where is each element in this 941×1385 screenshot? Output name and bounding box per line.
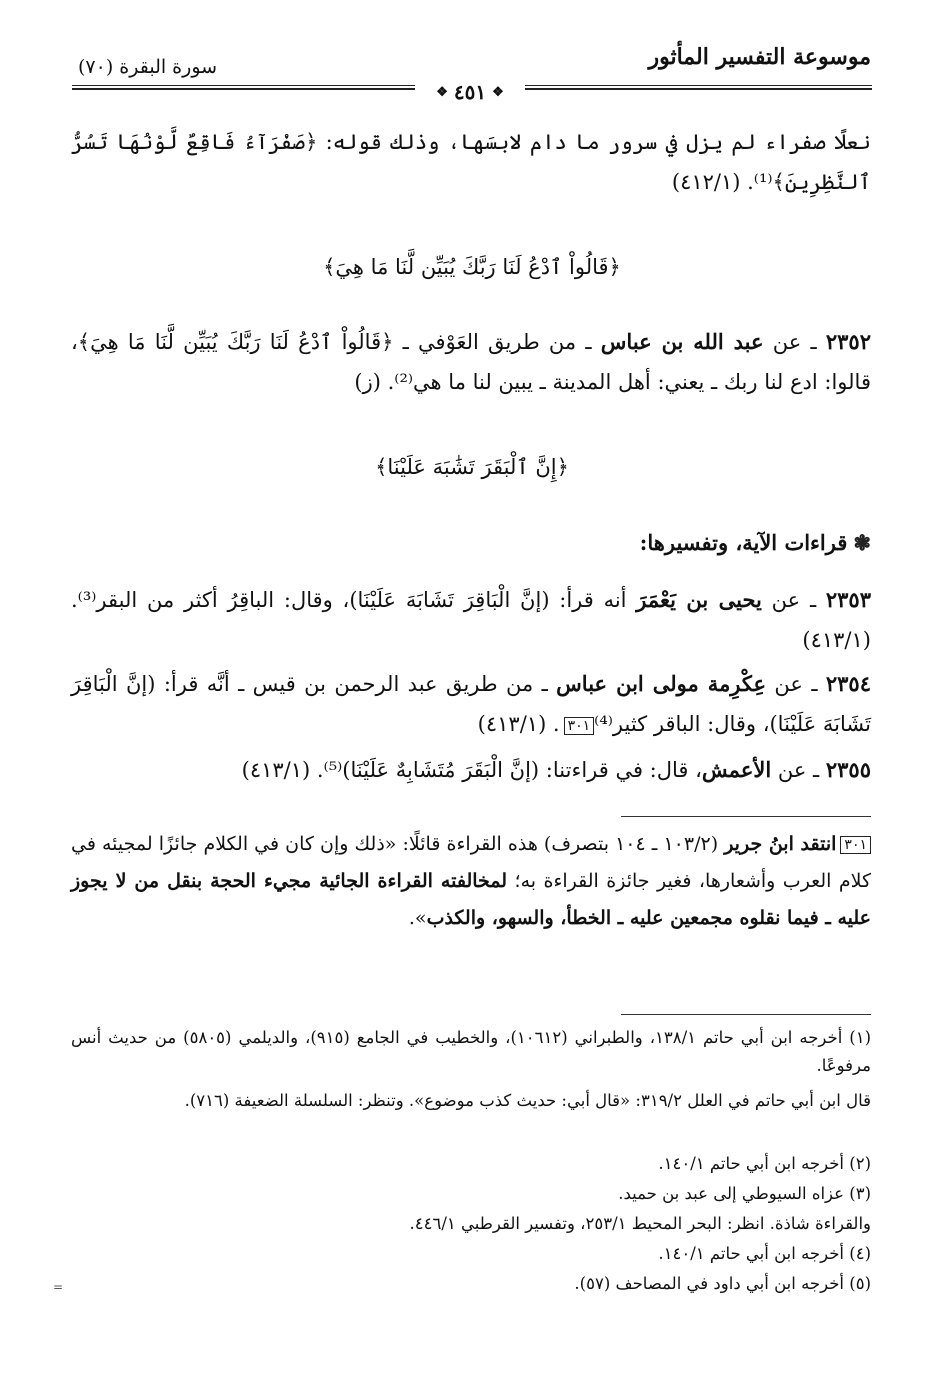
entry-text: . (٤١٣/١) xyxy=(477,712,560,736)
entry-text: ـ عن xyxy=(766,672,826,696)
footnote-2: (٢) أخرجه ابن أبي حاتم ١٤٠/١. xyxy=(658,1154,871,1173)
page-number: ٤٥١ xyxy=(453,80,487,104)
note-text: (١٠٣/٢ ـ ١٠٤ بتصرف) هذه القراءة قائلًا: «ذلك وإن كان في الكلام جائزًا لمجيئه في كلام العرب وأشعارها، فغير جائزة القراءة به؛ xyxy=(71,833,872,892)
paragraph-continuation: نعلًا صفراء لم يزل في سرور ما دام لابسَها، وذلك قوله: ﴿صَفْرَآءُ فَاقِعٌ لَّوْنُهَا تَسُرُّ ٱلنَّظِرِينَ﴾⁽¹⁾. (٤١٢/١) xyxy=(71,130,871,194)
entry-text: ـ عن xyxy=(763,330,826,354)
narrator-name: الأعمش xyxy=(701,757,772,782)
ornament-icon: ❖ xyxy=(492,84,504,100)
note-divider xyxy=(621,816,871,817)
narrator-name: يحيى بن يَعْمَرَ xyxy=(636,587,762,612)
book-title: موسوعة التفسير المأثور xyxy=(648,44,871,70)
note-lead: انتقد ابنُ جرير xyxy=(724,833,837,855)
footnote-4: (٤) أخرجه ابن أبي حاتم ١٤٠/١. xyxy=(658,1244,871,1263)
footnote-5: (٥) أخرجه ابن أبي داود في المصاحف (٥٧). xyxy=(574,1274,871,1293)
narrator-name: عبد الله بن عباس xyxy=(600,329,764,354)
footnote-3-cont: والقراءة شاذة. انظر: البحر المحيط ٢٥٣/١، وتفسير القرطبي ٤٤٦/١. xyxy=(409,1214,871,1233)
entry-number: ٢٣٥٣ xyxy=(825,587,871,612)
page-number-box xyxy=(415,80,525,104)
margin-mark: = xyxy=(53,1280,64,1294)
entry-text: ـ من طريق عبد الرحمن بن قيس ـ أنَّه قرأ: (إنَّ الْبَاقِرَ تَشَابَهَ عَلَيْنَا)، وقال: الباقر كثير⁽⁴⁾ xyxy=(71,672,871,736)
entry-2355 xyxy=(71,750,871,790)
note-reference-tag[interactable]: ٣٠١ xyxy=(564,717,595,735)
entry-text: ـ عن xyxy=(761,588,826,612)
footnote-1: (١) أخرجه ابن أبي حاتم ١٣٨/١، والطبراني (١٠٦١٢)، والخطيب في الجامع (٩١٥)، والديلمي (٥٨٠٥) من حديث أنس مرفوعًا. xyxy=(71,1028,872,1075)
surah-header: سورة البقرة (٧٠) xyxy=(78,56,218,78)
entry-text: أنه قرأ: (إنَّ الْبَاقِرَ تَشَابَهَ عَلَيْنَا)، وقال: الباقِرُ أكثر من البقر⁽³⁾. (٤١٣/١) xyxy=(71,588,871,652)
entry-2352 xyxy=(71,322,871,402)
entry-number: ٢٣٥٥ xyxy=(825,757,871,782)
ayah-heading: ﴿إِنَّ ٱلْبَقَرَ تَشَٰبَهَ عَلَيْنَا﴾ xyxy=(375,455,569,479)
ayah-heading: ﴿قَالُواْ ٱدْعُ لَنَا رَبَّكَ يُبَيِّن لَّنَا مَا هِيَ﴾ xyxy=(323,255,621,279)
entry-2354 xyxy=(71,664,871,744)
note-text: ». xyxy=(408,907,427,929)
footnote-1-cont: قال ابن أبي حاتم في العلل ٣١٩/٢: «قال أبي: حديث كذب موضوع». وتنظر: السلسلة الضعيفة (٧١٦). xyxy=(184,1091,871,1110)
entry-2353 xyxy=(71,580,871,660)
entry-number: ٢٣٥٤ xyxy=(825,671,871,696)
section-title: قراءات الآية، وتفسيرها: xyxy=(639,530,848,555)
section-heading xyxy=(640,530,871,555)
entry-text: ـ عن xyxy=(771,758,826,782)
entry-text: ـ من طريق العَوْفي ـ ﴿قَالُواْ ٱدْعُ لَنَا رَبَّكَ يُبَيِّن لَّنَا مَا هِيَ﴾، قالوا: ادع لنا ربك ـ يعني: أهل المدينة ـ يبين لنا ما هي⁽²⁾. (ز) xyxy=(71,330,871,394)
narrator-name: عِكْرِمة مولى ابن عباس xyxy=(556,671,767,696)
flower-ornament-icon: ❃ xyxy=(853,530,871,555)
footnote-divider xyxy=(621,1014,871,1015)
ornament-icon: ❖ xyxy=(436,84,448,100)
editor-note xyxy=(71,826,871,937)
footnote-3: (٣) عزاه السيوطي إلى عبد بن حميد. xyxy=(618,1184,871,1203)
note-tag: ٣٠١ xyxy=(840,836,871,854)
note-bold: لمخالفته القراءة الجائية مجيء الحجة بنقل من لا يجوز عليه ـ فيما نقلوه مجمعين عليه ـ الخطأ، والسهو، والكذب xyxy=(71,870,871,929)
entry-text: ، قال: في قراءتنا: (إنَّ الْبَقَرَ مُتَشَابِهٌ عَلَيْنَا)⁽⁵⁾. (٤١٣/١) xyxy=(241,758,702,782)
entry-number: ٢٣٥٢ xyxy=(825,329,871,354)
